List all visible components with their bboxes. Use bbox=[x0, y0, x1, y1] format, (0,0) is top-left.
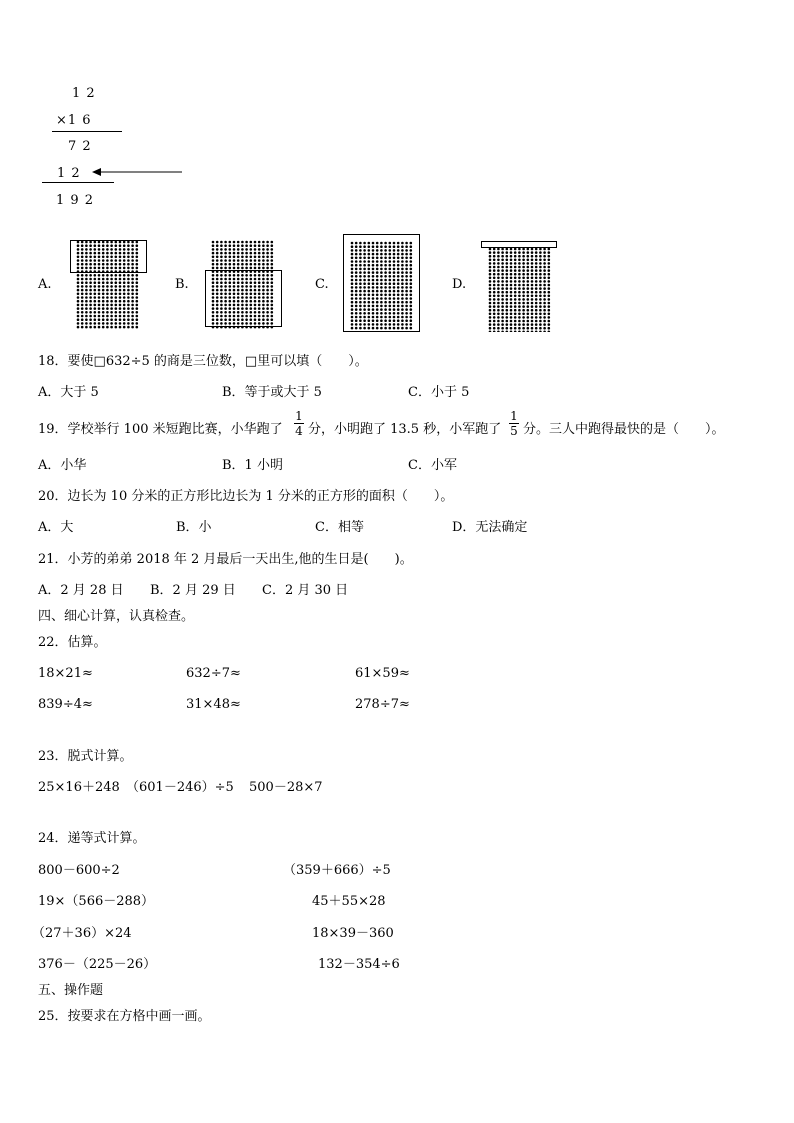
q24-item: 18×39－360 bbox=[312, 926, 394, 941]
dot-grid-d bbox=[480, 240, 560, 332]
q23-item: 500－28×7 bbox=[249, 780, 323, 795]
mult-partial-2: 1 2 bbox=[57, 166, 81, 181]
option-b-label: B. bbox=[175, 277, 189, 292]
q22-item: 18×21≈ bbox=[38, 666, 93, 681]
mult-line-2 bbox=[42, 182, 114, 183]
q19-fraction-2 bbox=[509, 409, 519, 438]
q21-option-c: C．2 月 30 日 bbox=[262, 583, 349, 598]
q18-stem: 18．要使□632÷5 的商是三位数，□里可以填（ ）。 bbox=[38, 354, 368, 369]
option-c-label: C. bbox=[315, 277, 329, 292]
option-a-label: A. bbox=[38, 277, 52, 292]
fraction-numerator: 1 bbox=[295, 409, 303, 423]
q21-option-a: A．2 月 28 日 bbox=[38, 583, 124, 598]
q24-item: 800－600÷2 bbox=[38, 863, 120, 878]
q22-title: 22．估算。 bbox=[38, 635, 107, 650]
q20-option-a: A．大 bbox=[38, 520, 74, 535]
q18-option-c: C．小于 5 bbox=[408, 385, 470, 400]
mult-result: 1 9 2 bbox=[56, 193, 95, 208]
q20-option-d: D．无法确定 bbox=[452, 520, 528, 535]
q24-item: 376－（225－26） bbox=[38, 957, 157, 972]
q21-stem: 21．小芳的弟弟 2018 年 2 月最后一天出生,他的生日是( )。 bbox=[38, 552, 413, 567]
q19-fraction-1 bbox=[294, 409, 304, 438]
fraction-denominator: 5 bbox=[510, 424, 518, 438]
dot-grid-a bbox=[70, 238, 148, 330]
mult-line-1 bbox=[52, 131, 122, 132]
q24-item: （27＋36）×24 bbox=[32, 926, 132, 941]
q18-option-a: A．大于 5 bbox=[38, 385, 99, 400]
q22-item: 632÷7≈ bbox=[186, 666, 241, 681]
q23-title: 23．脱式计算。 bbox=[38, 749, 133, 764]
option-d-label: D. bbox=[452, 277, 467, 292]
dot-grid-c bbox=[342, 233, 422, 334]
q20-stem: 20．边长为 10 分米的正方形比边长为 1 分米的正方形的面积（ ）。 bbox=[38, 489, 454, 504]
q25-stem: 25．按要求在方格中画一画。 bbox=[38, 1009, 211, 1024]
q19-option-b: B．1 小明 bbox=[222, 458, 283, 473]
q22-item: 61×59≈ bbox=[355, 666, 410, 681]
q22-item: 839÷4≈ bbox=[38, 697, 93, 712]
q20-option-c: C．相等 bbox=[315, 520, 364, 535]
q24-item: 19×（566－288） bbox=[38, 894, 155, 909]
fraction-numerator: 1 bbox=[510, 409, 518, 423]
q19-part2: 分，小明跑了 13.5 秒，小军跑了 bbox=[308, 422, 502, 437]
section-5-heading: 五、操作题 bbox=[38, 983, 104, 998]
fraction-denominator: 4 bbox=[295, 424, 303, 438]
mult-top: 1 2 bbox=[72, 86, 96, 101]
q19-option-c: C．小军 bbox=[408, 458, 457, 473]
q22-item: 278÷7≈ bbox=[355, 697, 410, 712]
q18-option-b: B．等于或大于 5 bbox=[222, 385, 322, 400]
mult-second: ×1 6 bbox=[56, 113, 92, 128]
dot-grid-b bbox=[205, 238, 283, 330]
q19-part3: 分。三人中跑得最快的是（ ）。 bbox=[523, 422, 725, 437]
q19-option-a: A．小华 bbox=[38, 458, 87, 473]
q21-option-b: B．2 月 29 日 bbox=[150, 583, 236, 598]
q24-item: 45＋55×28 bbox=[312, 894, 386, 909]
q20-option-b: B．小 bbox=[176, 520, 212, 535]
mult-partial-1: 7 2 bbox=[68, 139, 92, 154]
q24-item: （359＋666）÷5 bbox=[283, 863, 391, 878]
section-4-heading: 四、细心计算，认真检查。 bbox=[38, 609, 195, 624]
q23-item: 25×16＋248 bbox=[38, 780, 120, 795]
left-arrow-icon bbox=[92, 167, 184, 177]
q19-part1: 19．学校举行 100 米短跑比赛，小华跑了 bbox=[38, 422, 283, 437]
q24-title: 24．递等式计算。 bbox=[38, 831, 146, 846]
q22-item: 31×48≈ bbox=[186, 697, 241, 712]
q23-item: （601－246）÷5 bbox=[126, 780, 234, 795]
q24-item: 132－354÷6 bbox=[318, 957, 400, 972]
